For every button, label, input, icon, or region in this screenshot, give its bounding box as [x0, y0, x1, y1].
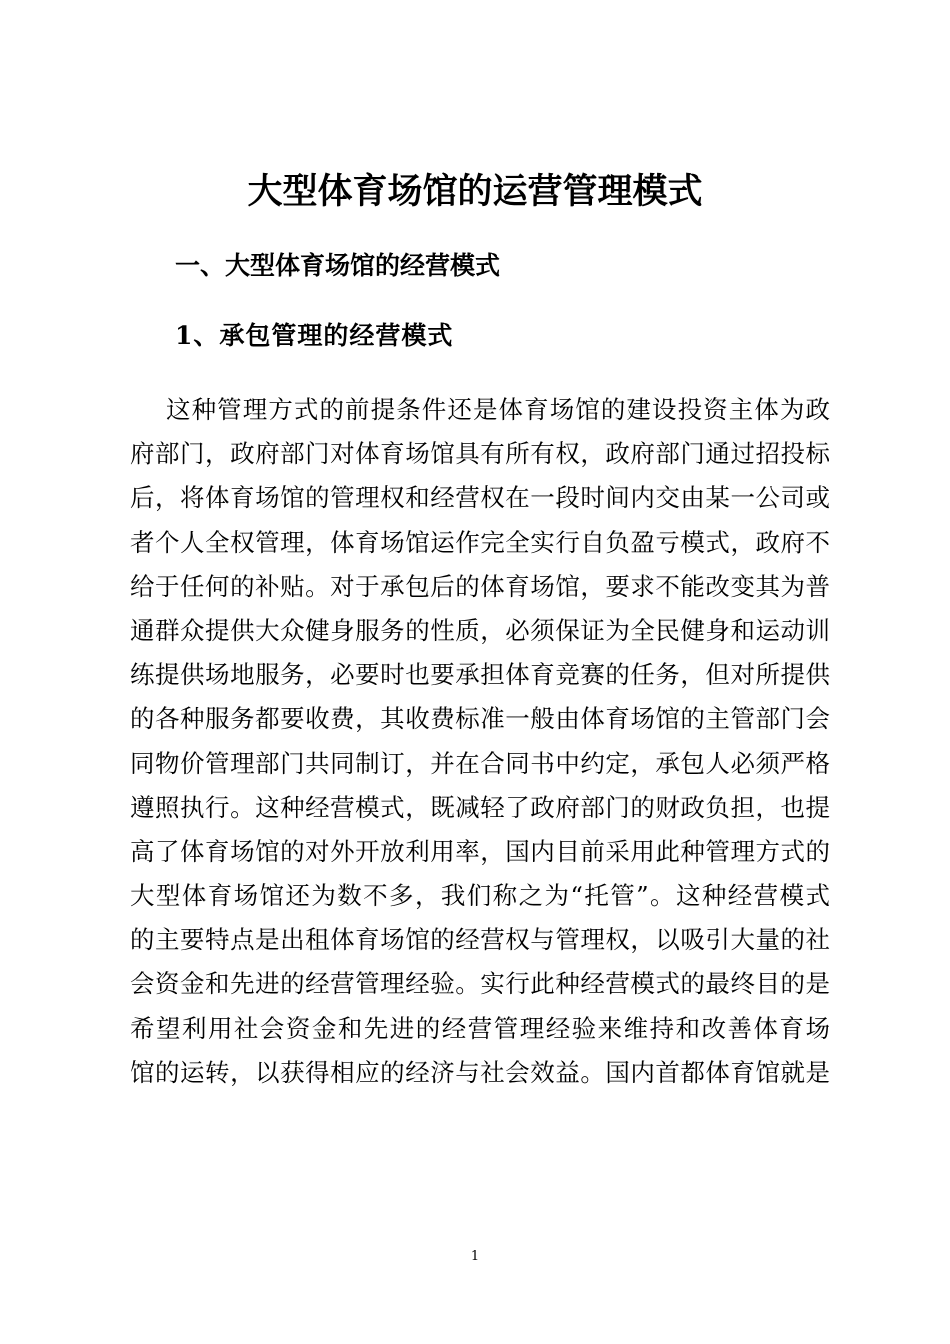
paragraph-line: 府部门，政府部门对体育场馆具有所有权，政府部门通过招投标	[130, 439, 830, 469]
paragraph-line: 这种管理方式的前提条件还是体育场馆的建设投资主体为政	[166, 395, 830, 424]
page-number: 1	[470, 1249, 480, 1264]
paragraph-line: 遵照执行。这种经营模式，既减轻了政府部门的财政负担，也提	[130, 792, 830, 822]
paragraph-line: 练提供场地服务，必要时也要承担体育竞赛的任务，但对所提供	[130, 660, 830, 690]
body-paragraph	[130, 388, 830, 1095]
paragraph-line: 通群众提供大众健身服务的性质，必须保证为全民健身和运动训	[130, 615, 830, 645]
paragraph-line: 的各种服务都要收费，其收费标准一般由体育场馆的主管部门会	[130, 704, 830, 734]
paragraph-line: 会资金和先进的经营管理经验。实行此种经营模式的最终目的是	[130, 969, 830, 999]
section-heading: 一、大型体育场馆的经营模式	[175, 251, 501, 280]
paragraph-line: 大型体育场馆还为数不多，我们称之为“托管”。这种经营模式	[130, 881, 830, 911]
paragraph-line: 高了体育场馆的对外开放利用率，国内目前采用此种管理方式的	[130, 836, 830, 866]
paragraph-line: 给于任何的补贴。对于承包后的体育场馆，要求不能改变其为普	[130, 571, 830, 601]
sub-heading: 1、承包管理的经营模式	[175, 321, 454, 350]
paragraph-line: 后，将体育场馆的管理权和经营权在一段时间内交由某一公司或	[130, 483, 830, 513]
paragraph-line: 者个人全权管理，体育场馆运作完全实行自负盈亏模式，政府不	[130, 527, 830, 557]
paragraph-line: 希望利用社会资金和先进的经营管理经验来维持和改善体育场	[130, 1013, 830, 1043]
paragraph-line: 的主要特点是出租体育场馆的经营权与管理权，以吸引大量的社	[130, 925, 830, 955]
paragraph-line: 馆的运转，以获得相应的经济与社会效益。国内首都体育馆就是	[130, 1057, 830, 1087]
paragraph-line: 同物价管理部门共同制订，并在合同书中约定，承包人必须严格	[130, 748, 830, 778]
document-title: 大型体育场馆的运营管理模式	[247, 171, 703, 212]
